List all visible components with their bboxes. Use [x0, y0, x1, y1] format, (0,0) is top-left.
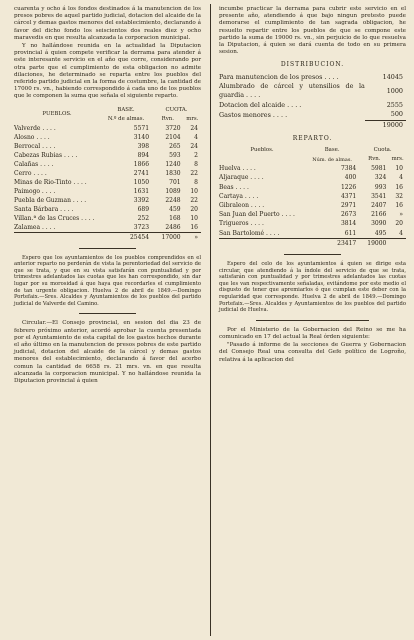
- mrs-value: 10: [190, 214, 198, 222]
- pueblo-name: Gibraleon . . . .: [219, 202, 265, 210]
- mrs-value: 16: [395, 183, 403, 191]
- base-value: 894: [137, 151, 150, 159]
- table-row: [14, 223, 201, 233]
- rvn-value: 993: [374, 183, 387, 191]
- base-value: 398: [137, 142, 150, 150]
- base-value: 2971: [340, 202, 357, 210]
- pueblo-name: Paimogo . . . .: [14, 187, 56, 195]
- header-base: Base.: [324, 147, 340, 154]
- mrs-value: 10: [190, 187, 198, 195]
- table-row: [14, 169, 201, 178]
- distribucion-table: [219, 73, 406, 130]
- paragraph: Por el Ministerio de la Gobernacion del Reino se me ha comunicado en 17 del actual la Real órden siguiente:: [219, 326, 406, 341]
- mrs-value: 4: [399, 174, 403, 182]
- table-row: [219, 164, 406, 173]
- table-row: [14, 178, 201, 187]
- header-rvn: Rvn.: [368, 156, 381, 163]
- pueblo-name: Puebla de Guzman . . . .: [14, 196, 87, 204]
- pueblo-name: Huelva . . . .: [219, 165, 256, 173]
- table-row: [219, 210, 406, 219]
- header-cuota: CUOTA.: [165, 106, 188, 113]
- paragraph: "Pasado á informe de la secciones de Guerra y Gobernacion del Consejo Real una consulta del Gefe político de Logroño, relativa á la aplicacion del: [219, 342, 406, 363]
- table-row: [219, 183, 406, 192]
- paragraph: incumbe practicar la derrama para cubrir este servicio en el presente año, atendiendo á que bajo ningun pretesto puede demorarse el cumplimiento de tan sagrada obligacion, he resuelto repartir entre los pueblos de que se compone este partido la suma de 19000 rs. vn., sin perjuicio de lo que resuelva la Diputacion, á quien se dará cuenta de todo en su primera sesion.: [219, 6, 406, 56]
- pueblo-name: Alosno . . . .: [14, 133, 50, 141]
- base-value: 400: [344, 174, 357, 182]
- base-value: 3814: [340, 220, 357, 228]
- mrs-value: 10: [395, 165, 403, 173]
- table-row: [14, 205, 201, 214]
- mrs-value: 8: [194, 160, 198, 168]
- header-mrs: mrs.: [186, 115, 199, 122]
- mrs-value: 2: [194, 151, 198, 159]
- rvn-value: 2166: [371, 211, 387, 219]
- pueblo-name: San Bartolomé . . . .: [219, 229, 280, 237]
- dist-label: Alumbrado de cárcel y utensilios de la guardia . . . .: [219, 82, 365, 100]
- header-rvn: Rvn.: [161, 115, 174, 122]
- separator: [284, 254, 340, 255]
- mrs-value: 4: [399, 229, 403, 237]
- rvn-value: 3720: [165, 124, 181, 132]
- rvn-value: 1240: [165, 160, 181, 168]
- rvn-value: 2486: [165, 223, 181, 231]
- pueblo-name: Beas . . . .: [219, 183, 249, 191]
- mrs-value: »: [399, 211, 403, 219]
- dist-label: Para manutencion de los presos . . . .: [219, 72, 339, 81]
- rvn-value: 265: [169, 142, 181, 150]
- left-column: [14, 6, 201, 386]
- base-value: 7384: [340, 165, 357, 173]
- header-almas: Núm. de almas.: [312, 156, 352, 163]
- base-value: 4371: [340, 192, 357, 200]
- table-row: [219, 229, 406, 239]
- pueblo-name: Berrocal . . . .: [14, 142, 56, 150]
- base-value: 2673: [340, 211, 357, 219]
- base-value: 1050: [133, 178, 150, 186]
- pueblo-name: Minas de Rio-Tinto . . . .: [14, 178, 87, 186]
- mrs-value: 32: [395, 192, 403, 200]
- total-base: 25454: [100, 232, 152, 242]
- table-row: [14, 142, 201, 151]
- dist-value: 14045: [382, 72, 403, 81]
- base-value: 1226: [340, 183, 357, 191]
- pueblo-name: Cartaya . . . .: [219, 192, 259, 200]
- header-almas: N.º de almas.: [107, 115, 145, 122]
- dist-row: [219, 101, 406, 110]
- header-cuota: Cuota.: [373, 147, 392, 154]
- notice-huelva: Espero del celo de los ayuntamientos á quien se dirige esta circular, que atendiendo á la índole del servicio de que se trata, satisfarán con puntualidad y por trimestres adelantados las cuotas que les van respectivamente señaladas, evitándome por este medio el disgusto de tener que apremiarlos ó que cumplan este deber con la regularidad que corresponde. Huelva 2 de abril de 1849.—Domingo Portefaix.—Sres. Alcaldes y Ayuntamientos de los pueblos del partido judicial de Huelva.: [219, 261, 406, 314]
- reparto-table-huelva: [219, 146, 406, 248]
- header-pueblos: PUEBLOS.: [42, 111, 72, 118]
- dist-value: 500: [390, 110, 403, 119]
- table-row: [219, 173, 406, 182]
- pueblo-name: Villan.ª de las Cruces . . . .: [14, 214, 95, 222]
- total-rvn: 19000: [359, 238, 389, 248]
- total-mrs: »: [184, 232, 201, 242]
- base-value: 3392: [133, 196, 150, 204]
- reparto-table-valverde: [14, 106, 201, 242]
- pueblo-name: Calañas . . . .: [14, 160, 54, 168]
- circular-paragraph: Circular.—El Consejo provincial, en sesion del dia 23 de febrero próximo anterior, acordó aprobar la cuenta presentada por el Ayuntamiento de esta capital de los gastos hechos durante el año último en la manutencion de presos pobres de este partido judicial, dotacion del alcaide de la cárcel y demas gastos menores del establecimiento, declarando á favor del acerbo comun la cantidad de 6658 rs. 21 mrs. vn. en que resulta alcanzada la corporacion municipal. Y no hallándose reunida la Diputacion provincial á quien: [14, 320, 201, 385]
- rvn-value: 5981: [371, 165, 387, 173]
- mrs-value: 20: [190, 205, 198, 213]
- rvn-value: 2248: [165, 196, 181, 204]
- table-row: [14, 196, 201, 205]
- base-value: 611: [344, 229, 357, 237]
- base-value: 3723: [133, 223, 150, 231]
- base-value: 1631: [133, 187, 150, 195]
- pueblo-name: Valverde . . . .: [14, 124, 56, 132]
- distribucion-title: DISTRIBUCION.: [280, 61, 345, 69]
- dist-label: Dotacion del alcaide . . . .: [219, 100, 302, 109]
- mrs-value: 20: [395, 220, 403, 228]
- paragraph: Y no hallándose reunida en la actualidad la Diputacion provincial á quien compete verificar la derrama para atender á este interesante servicio en el año que corre, considerando por otra parte que el cumplimiento de esta obligacion no admite dilaciones, he determinado se reparta entre los pueblos del referido partido judicial en la forma de costumbre, la cantidad de 17000 rs. vn., habiendo correspondido á cada uno de los pueblos que le componen la suma que señala el siguiente reparto.: [14, 43, 201, 100]
- right-column: [219, 6, 406, 365]
- dist-row: [219, 110, 406, 120]
- mrs-value: 16: [190, 223, 198, 231]
- pueblo-name: Trigueros . . . .: [219, 220, 264, 228]
- base-value: 2741: [133, 169, 150, 177]
- dist-row: [219, 82, 406, 101]
- base-value: 1866: [133, 160, 150, 168]
- mrs-value: 8: [194, 178, 198, 186]
- table-row: [14, 133, 201, 142]
- reparto-title: REPARTO.: [292, 135, 333, 143]
- table-row: [219, 219, 406, 228]
- mrs-value: 4: [194, 133, 198, 141]
- mrs-value: 24: [190, 124, 198, 132]
- dist-row: [219, 73, 406, 82]
- separator: [79, 313, 135, 314]
- rvn-value: 3090: [371, 220, 387, 228]
- rvn-value: 1830: [165, 169, 181, 177]
- notice-valverde: Espero que los ayuntamientos de los pueblos comprendidos en el anterior reparto no perderán de vista la perentoriedad del servicio de que se trata, y que en su vista satisfarán con puntualidad y por trimestres adelantados las cuotas que les han correspondido, sin dar lugar por su morosidad á que haya que recordarles el cumplimiento de tan urgente obligacion. Huelva 2 de abril de 1849.—Domingo Portefaix.—Sres. Alcaldes y Ayuntamientos de los pueblos del partido judicial de Valverde del Camino.: [14, 254, 201, 307]
- rvn-value: 168: [169, 214, 181, 222]
- base-value: 689: [137, 205, 150, 213]
- rvn-value: 3541: [371, 192, 387, 200]
- table-row: [219, 192, 406, 201]
- base-value: 3140: [133, 133, 150, 141]
- dist-value: 1000: [386, 86, 403, 95]
- pueblo-name: Zalamea . . . .: [14, 223, 56, 231]
- base-value: 252: [137, 214, 150, 222]
- pueblo-name: San Juan del Puerto . . . .: [219, 211, 295, 219]
- column-divider: [210, 4, 211, 636]
- rvn-value: 459: [169, 205, 181, 213]
- table-row: [14, 124, 201, 133]
- base-value: 5571: [133, 124, 150, 132]
- table-row: [14, 214, 201, 223]
- table-row: [219, 201, 406, 210]
- total-base: 23417: [305, 238, 359, 248]
- mrs-value: 22: [190, 169, 198, 177]
- rvn-value: 593: [169, 151, 181, 159]
- table-row: [14, 151, 201, 160]
- dist-total: 19000: [365, 120, 406, 130]
- mrs-value: 22: [190, 196, 198, 204]
- header-pueblos: Pueblos.: [250, 147, 274, 154]
- pueblo-name: Aljaraque . . . .: [219, 174, 264, 182]
- table-row: [14, 187, 201, 196]
- total-rvn: 17000: [152, 232, 184, 242]
- rvn-value: 324: [374, 174, 387, 182]
- pueblo-name: Santa Bárbara . . . .: [14, 205, 74, 213]
- dist-value: 2555: [386, 100, 403, 109]
- rvn-value: 2104: [165, 133, 181, 141]
- header-base: BASE.: [117, 106, 135, 113]
- mrs-value: 24: [190, 142, 198, 150]
- mrs-value: 16: [395, 202, 403, 210]
- total-mrs: [389, 238, 406, 248]
- separator: [79, 248, 135, 249]
- table-row: [14, 160, 201, 169]
- rvn-value: 2407: [371, 202, 387, 210]
- separator: [256, 320, 368, 321]
- dist-label: Gastos menores . . . .: [219, 110, 288, 119]
- pueblo-name: Cerro . . . .: [14, 169, 47, 177]
- pueblo-name: Cabezas Rubias . . . .: [14, 151, 78, 159]
- paragraph: cuarenta y ocho á los fondos destinados á la manutencion de los presos pobres de aquel partido judicial, dotacion del alcaide de la cárcel y demas gastos menores del establecimiento, declarando á favor del dicho fondo los seiscientos dos reales diez y ocho maravedis en que resulta alcanzada la corporacion municipal.: [14, 6, 201, 41]
- rvn-value: 495: [374, 229, 387, 237]
- rvn-value: 1089: [165, 187, 181, 195]
- rvn-value: 701: [169, 178, 181, 186]
- header-mrs: mrs.: [391, 156, 404, 163]
